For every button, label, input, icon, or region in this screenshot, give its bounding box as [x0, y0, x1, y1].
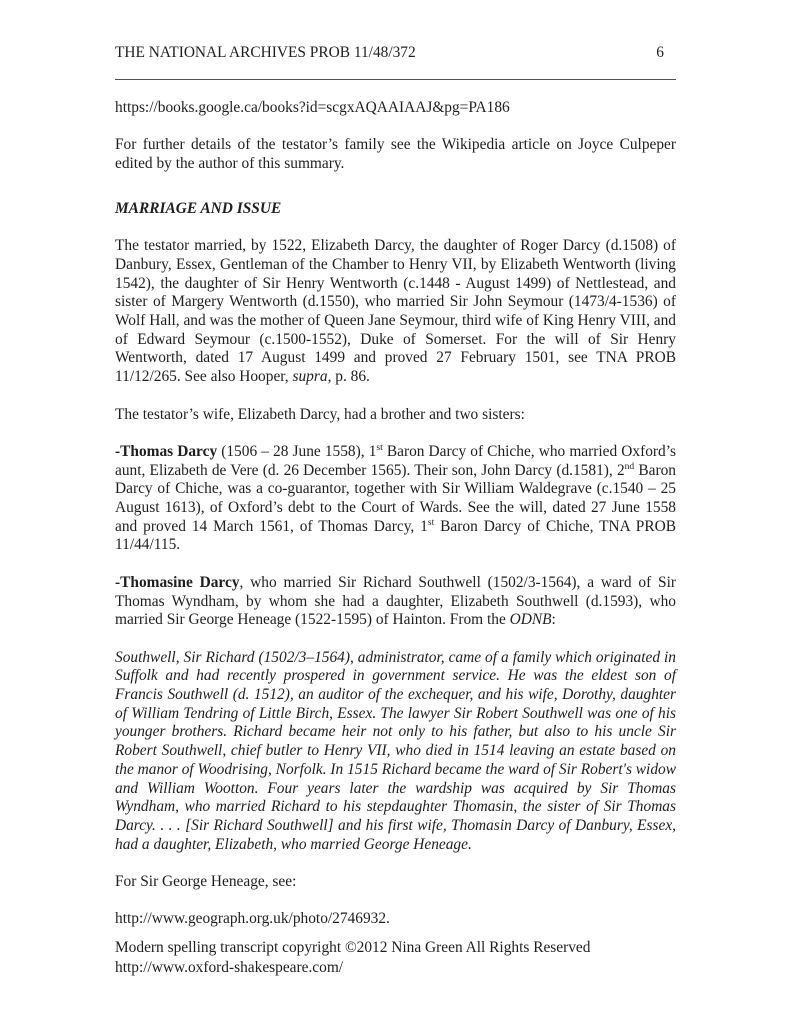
text-run: Southwell, Sir Richard (1502/3–1564), administrator, came of a family which originated in Suffolk and had recently prospered in government service. He was the eldest son of Francis Southwell (d. 1512), an auditor of the exchequer, and his wife, Dorothy, daughter of William Tendring of Little Birch, Essex. The lawyer Sir Robert Southwell was one of his younger brothers. Richard became heir not only to his father, but also to his uncle Sir Robert Southwell, chief butler to Henry VII, who died in 1514 leaving an estate based on the manor of Woodrising, Norfolk. In 1515 Richard became the ward of Sir Robert's widow and William Wootton. Four years later the wardship was acquired by Sir Thomas Wyndham, who married Richard to his stepdaughter Thomasin, the sister of Sir Thomas Darcy. . . . [Sir Richard Southwell] and his first wife, Thomasin Darcy of Danbury, Essex, had a daughter, Elizabeth, who married George Heneage.	[115, 648, 676, 853]
text-run: , p. 86.	[327, 368, 370, 386]
document-body	[115, 99, 676, 948]
text-run: Baron Darcy of Chiche, was a co-guarantor, together with Sir William Waldegrave (c.1540 – 25 August 1613), of Oxford’s debt to the Court of Wards. See the will, dated 27 June 1558 and proved 14 March 1561, of Thomas Darcy, 1	[115, 461, 676, 535]
page-footer	[115, 938, 676, 978]
text-run: nd	[624, 460, 635, 472]
text-run: The testator married, by 1522, Elizabeth Darcy, the daughter of Roger Darcy (d.1508) of Danbury, Essex, Gentleman of the Chamber to Henry VII, by Elizabeth Wentworth (living 1542), the daughter of Sir Henry Wentworth (c.1448 - August 1499) of Nettlestead, and sister of Margery Wentworth (d.1550), who married Sir John Seymour (1473/4-1536) of Wolf Hall, and was the mother of Queen Jane Seymour, third wife of King Henry VIII, and of Edward Seymour (c.1500-1552), Duke of Somerset. For the will of Sir Henry Wentworth, dated 17 August 1499 and proved 27 February 1501, see TNA PROB 11/12/265. See also Hooper,	[115, 237, 676, 386]
header-rule	[115, 79, 676, 80]
paragraph-further-details	[115, 136, 676, 173]
page-header	[115, 44, 676, 63]
text-run: For Sir George Heneage, see:	[115, 873, 297, 891]
text-run: ODNB	[509, 611, 552, 629]
paragraph-thomasine-darcy	[115, 574, 676, 630]
text-run: :	[551, 611, 556, 629]
text-run: MARRIAGE AND ISSUE	[115, 199, 282, 217]
text-run: st	[376, 441, 383, 453]
paragraph-thomas-darcy	[115, 443, 676, 555]
text-run: (1506 – 28 June 1558), 1	[217, 442, 377, 460]
text-run: https://books.google.ca/books?id=scgxAQAAIAAJ&pg=PA186	[115, 99, 510, 116]
text-run: -Thomasine Darcy	[115, 573, 240, 591]
footer-url: http://www.oxford-shakespeare.com/	[115, 959, 344, 976]
text-run: Baron Darcy of Chiche, who married Oxford’s aunt, Elizabeth de Vere (d. 26 December 1565). Their son, John Darcy (d.1581), 2	[115, 442, 676, 479]
url-geograph[interactable]	[115, 910, 676, 929]
text-run: The testator’s wife, Elizabeth Darcy, had a brother and two sisters:	[115, 405, 525, 423]
text-run: , who married Sir Richard Southwell (1502/3-1564), a ward of Sir Thomas Wyndham, by whom she had a daughter, Elizabeth Southwell (d.1593), who married Sir George Heneage (1522-1595) of Hainton. From the	[115, 573, 676, 629]
header-title: THE NATIONAL ARCHIVES PROB 11/48/372	[115, 44, 416, 61]
text-run: Baron Darcy of Chiche, TNA PROB 11/44/115.	[115, 517, 677, 554]
footer-copyright: Modern spelling transcript copyright ©2012 Nina Green All Rights Reserved	[115, 939, 591, 956]
paragraph-heneage-see	[115, 873, 676, 892]
text-run: st	[427, 516, 435, 528]
paragraph-testator-married	[115, 237, 676, 387]
header-page-number: 6	[656, 44, 664, 61]
section-heading-marriage-and-issue	[115, 200, 676, 219]
text-run: -Thomas Darcy	[115, 442, 218, 460]
text-run: supra	[292, 368, 328, 386]
blockquote-odnb-southwell	[115, 649, 676, 855]
text-run: For further details of the testator’s family see the Wikipedia article on Joyce Culpeper edited by the author of this summary.	[115, 136, 676, 173]
text-run: http://www.geograph.org.uk/photo/2746932.	[115, 910, 390, 928]
url-books-google[interactable]	[115, 99, 676, 118]
paragraph-wife-siblings	[115, 406, 676, 425]
